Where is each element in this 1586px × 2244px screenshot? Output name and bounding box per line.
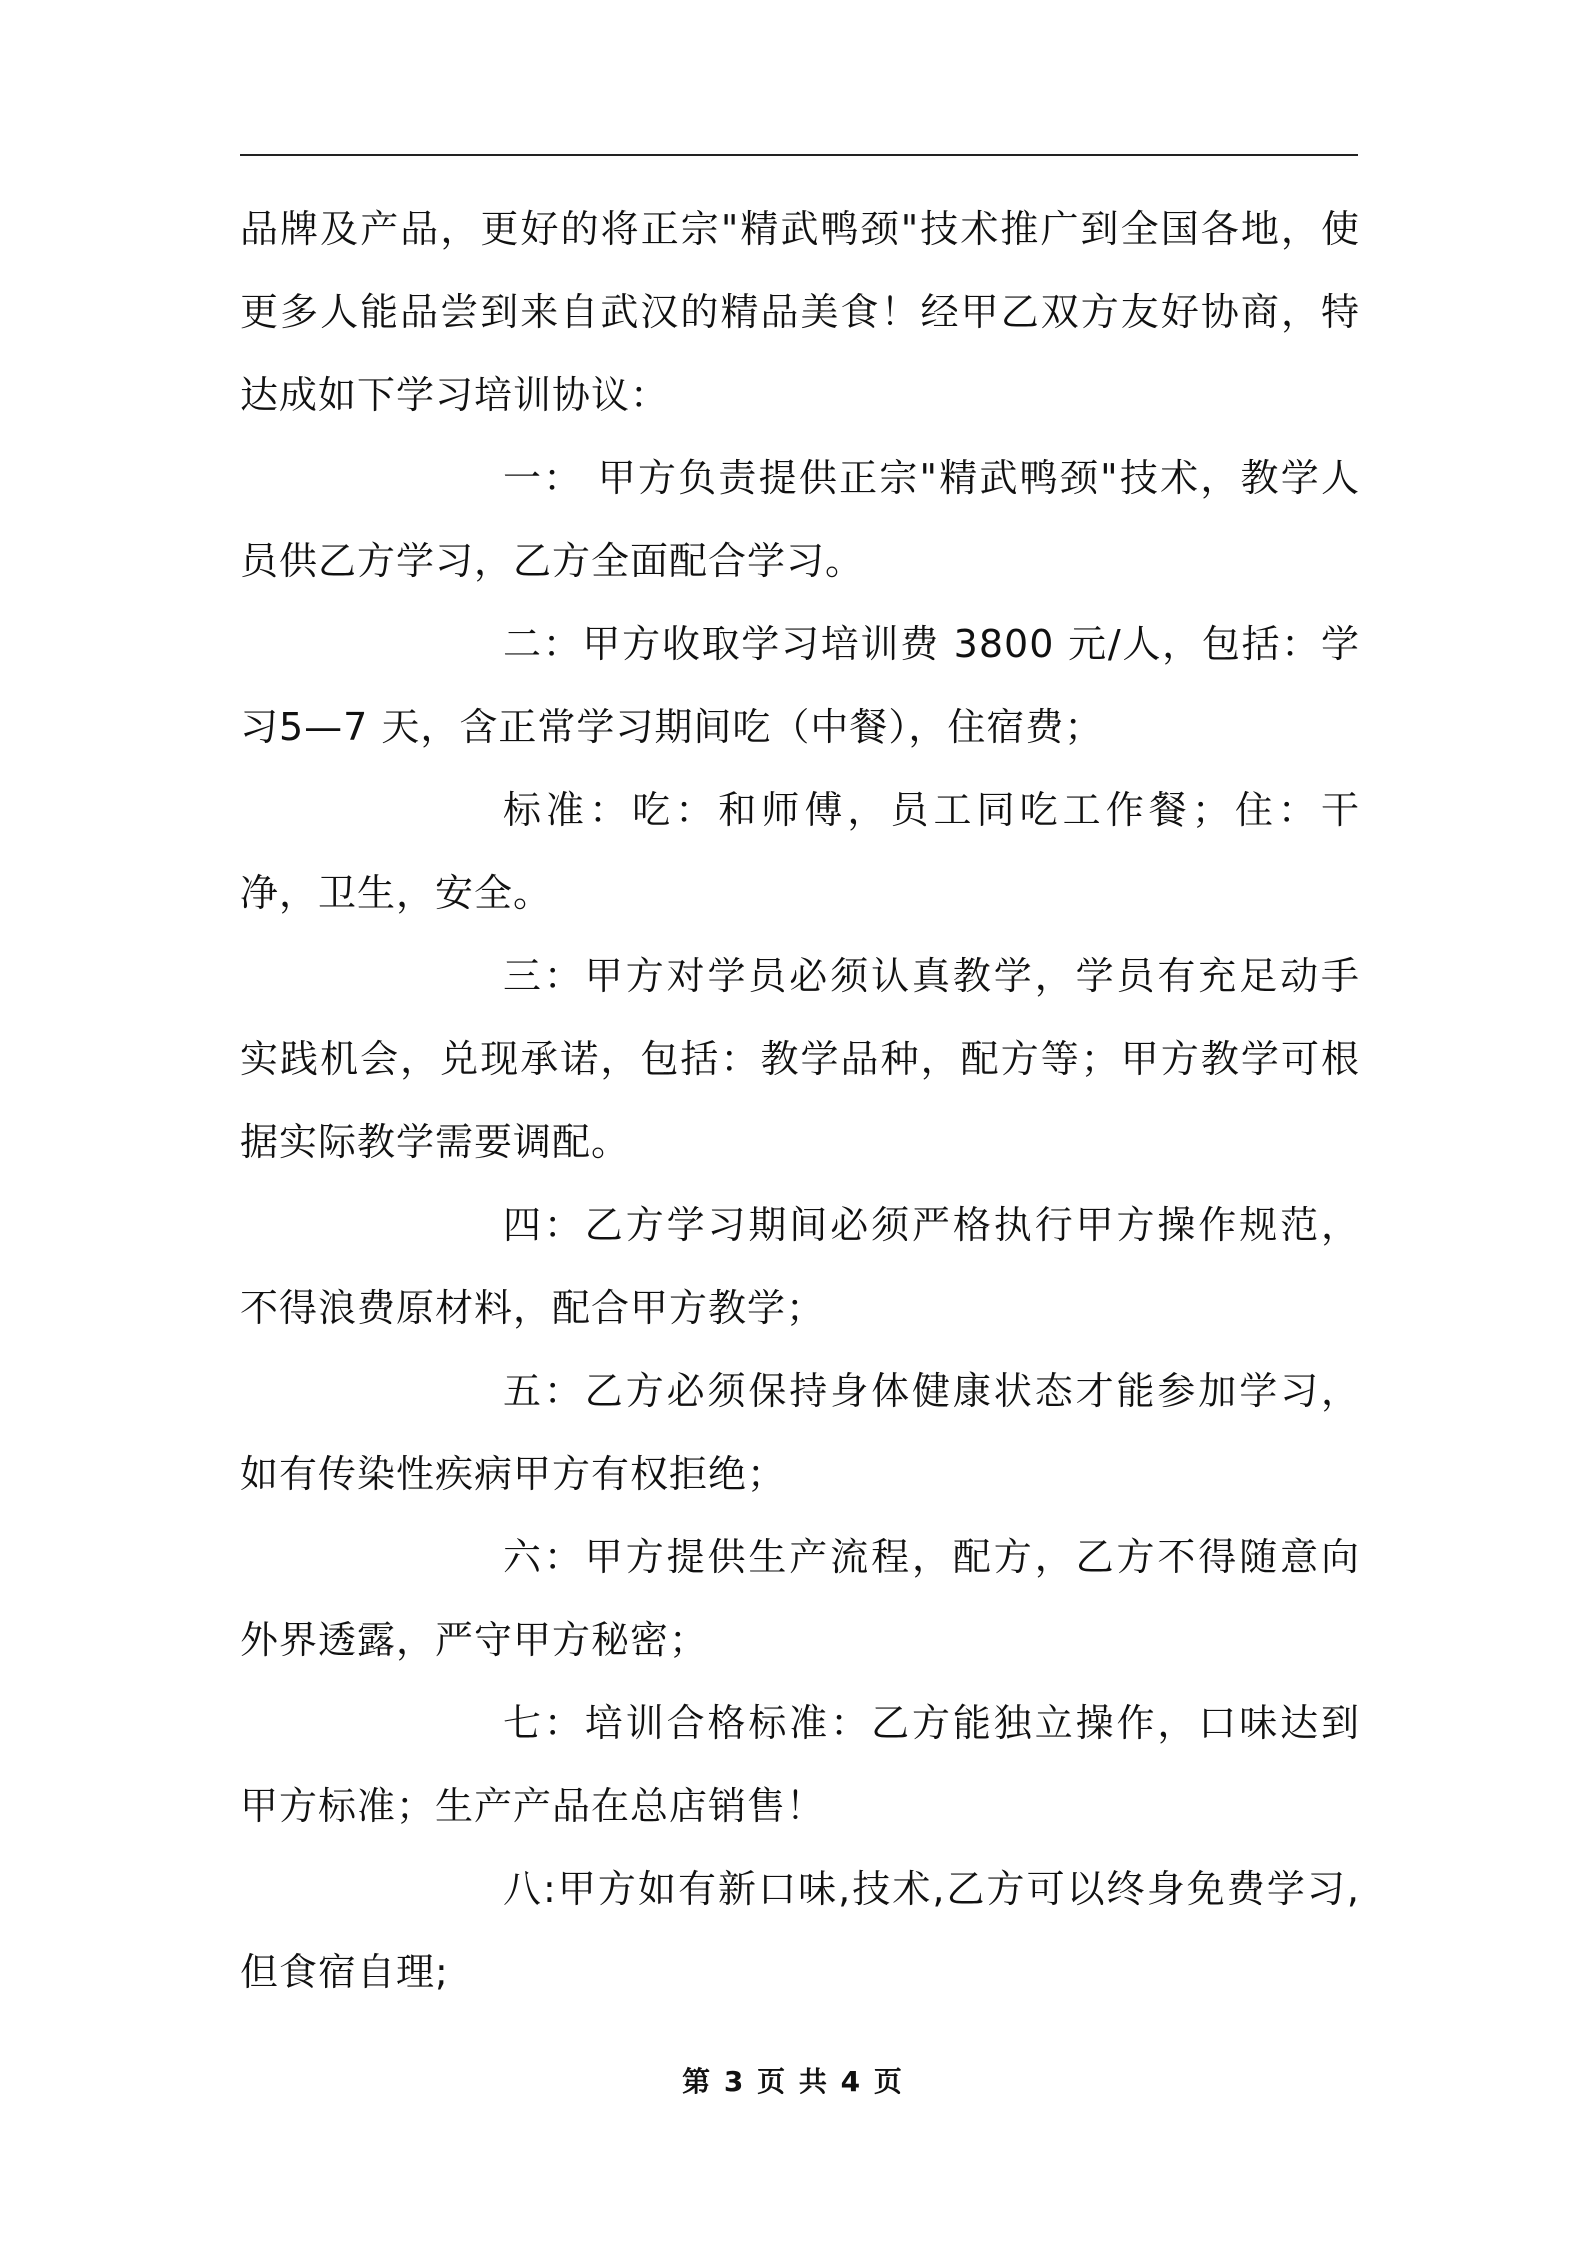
clause-2: 二：甲方收取学习培训费 3800 元/人，包括：学习5—7 天，含正常学习期间吃（中餐），住宿费；	[240, 622, 1360, 749]
clause-6: 六：甲方提供生产流程，配方，乙方不得随意向外界透露，严守甲方秘密；	[240, 1535, 1360, 1662]
clause-7: 七：培训合格标准：乙方能独立操作，口味达到甲方标准；生产产品在总店销售！	[240, 1701, 1360, 1828]
clause-1: 一： 甲方负责提供正宗"精武鸭颈"技术，教学人员供乙方学习，乙方全面配合学习。	[240, 456, 1360, 583]
clause-8: 八:甲方如有新口味,技术,乙方可以终身免费学习,但食宿自理;	[240, 1867, 1360, 1994]
header-divider	[240, 154, 1358, 156]
clause-2-standard: 标准：吃：和师傅，员工同吃工作餐；住：干净，卫生，安全。	[240, 788, 1360, 915]
clause-3: 三：甲方对学员必须认真教学，学员有充足动手实践机会，兑现承诺，包括：教学品种，配方等；甲方教学可根据实际教学需要调配。	[240, 954, 1360, 1164]
clause-4: 四：乙方学习期间必须严格执行甲方操作规范，不得浪费原材料，配合甲方教学；	[240, 1203, 1360, 1330]
document-body	[240, 188, 1360, 2014]
clause-5: 五：乙方必须保持身体健康状态才能参加学习，如有传染性疾病甲方有权拒绝；	[240, 1369, 1360, 1496]
paragraph-intro-continuation: 品牌及产品，更好的将正宗"精武鸭颈"技术推广到全国各地，使更多人能品尝到来自武汉的精品美食！经甲乙双方友好协商，特达成如下学习培训协议：	[240, 207, 1360, 417]
page-number: 第 3 页 共 4 页	[682, 2065, 904, 2098]
